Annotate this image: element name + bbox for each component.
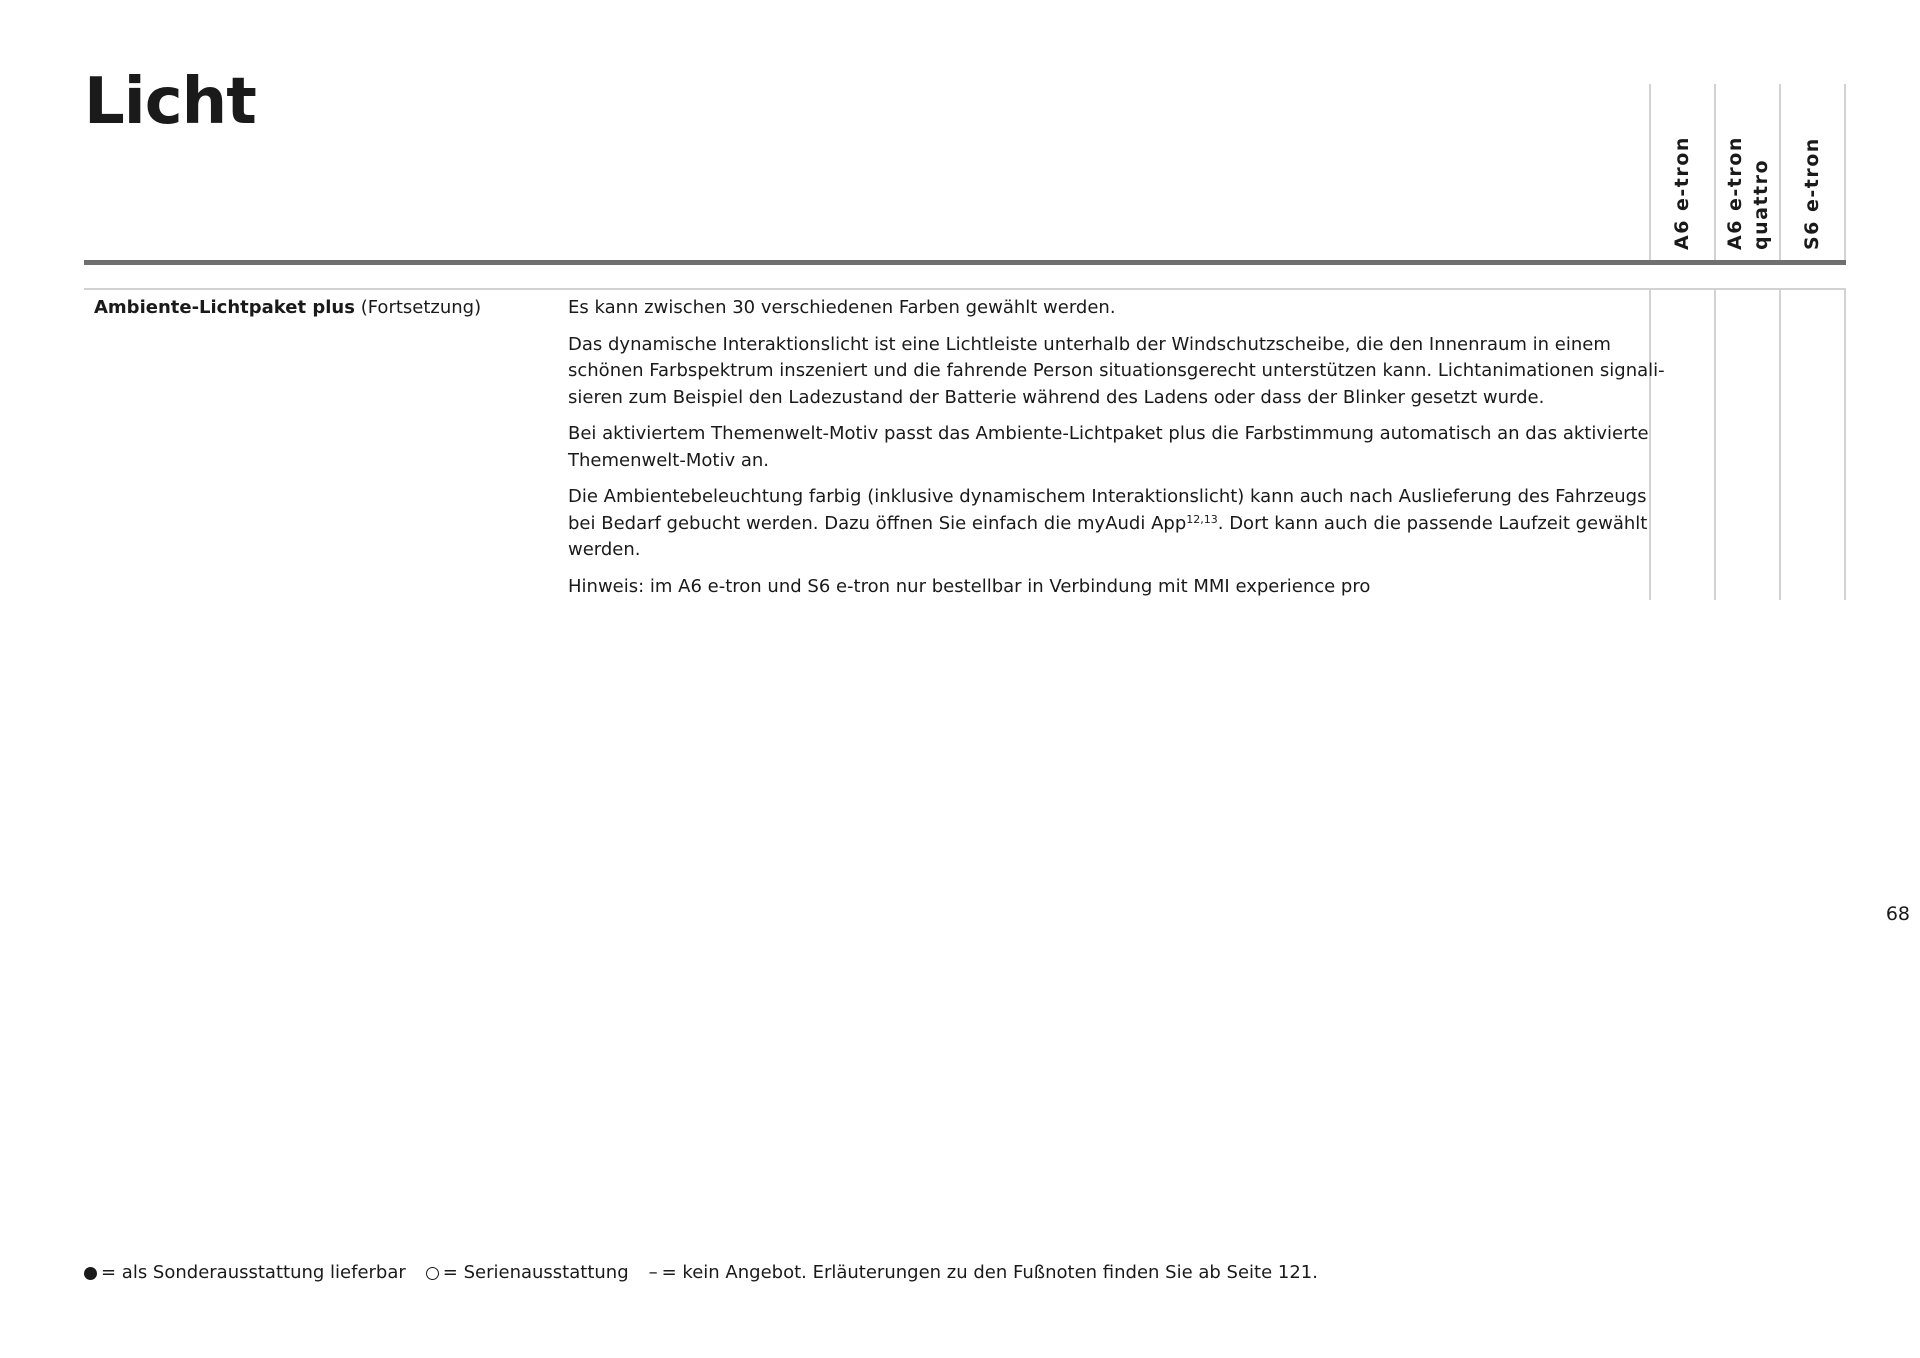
legend <box>84 1260 1338 1286</box>
feature-name-suffix: (Fortsetzung) <box>354 297 482 318</box>
column-header-line: A6 e-tron <box>1671 136 1693 250</box>
description-line: Die Ambientebeleuchtung farbig (inklusive dynamischem Interaktionslicht) kann auch nach Auslieferung des Fahrzeugs <box>568 486 1647 507</box>
description-line: . Dort kann auch die passende Laufzeit gewählt <box>1217 512 1648 534</box>
legend-label: = als Sonderausstattung lieferbar <box>101 1262 406 1283</box>
description-line: werden. <box>568 539 641 560</box>
description-line: bei Bedarf gebucht werden. Dazu öffnen Sie einfach die myAudi App <box>568 512 1187 534</box>
row-column-separator <box>1779 288 1781 600</box>
column-separator <box>1649 84 1651 262</box>
column-header-line: quattro <box>1750 158 1772 250</box>
feature-name-bold: Ambiente-Lichtpaket plus <box>94 297 355 318</box>
feature-description <box>568 295 1665 610</box>
description-line: schönen Farbspektrum inszeniert und die fahrende Person situationsgerecht unterstützen kann. Lichtanimationen signali- <box>568 360 1665 381</box>
column-header-line: S6 e-tron <box>1801 137 1823 250</box>
description-line: Bei aktiviertem Themenwelt-Motiv passt das Ambiente-Lichtpaket plus die Farbstimmung automatisch an das aktivierte <box>568 423 1649 444</box>
dash-icon: – <box>648 1262 658 1283</box>
legend-label: = Serienausstattung <box>442 1262 629 1283</box>
description-line: sieren zum Beispiel den Ladezustand der Batterie während des Ladens oder dass der Blinker gesetzt wurde. <box>568 386 1545 408</box>
legend-label: = kein Angebot. Erläuterungen zu den Fußnoten finden Sie ab Seite 121. <box>661 1262 1318 1283</box>
description-line: Hinweis: im A6 e-tron und S6 e-tron nur bestellbar in Verbindung mit MMI experience pro <box>568 575 1371 597</box>
page-number: 68 <box>1885 903 1910 925</box>
feature-name <box>94 295 481 321</box>
column-header-line: A6 e-tron <box>1724 136 1746 250</box>
description-paragraph <box>568 421 1649 474</box>
description-line: Themenwelt-Motiv an. <box>568 449 769 471</box>
description-paragraph <box>568 295 1638 322</box>
legend-item-not-offered <box>649 1260 1318 1286</box>
header-rule <box>84 260 1846 265</box>
description-paragraph <box>568 332 1665 412</box>
row-column-separator <box>1649 288 1651 600</box>
filled-circle-icon <box>84 1267 97 1280</box>
description-line: Das dynamische Interaktionslicht ist eine Lichtleiste unterhalb der Windschutzscheibe, die den Innenraum in einem <box>568 333 1611 355</box>
legend-item-optional <box>84 1260 406 1286</box>
row-top-rule <box>84 288 1846 290</box>
description-paragraph <box>568 484 1648 564</box>
description-line: Es kann zwischen 30 verschiedenen Farben gewählt werden. <box>568 297 1116 318</box>
column-separator <box>1714 84 1716 262</box>
column-separator <box>1844 84 1846 262</box>
open-circle-icon <box>426 1267 439 1280</box>
footnote-ref: 12,13 <box>1186 512 1218 526</box>
column-separator <box>1779 84 1781 262</box>
row-column-separator <box>1714 288 1716 600</box>
legend-item-standard <box>426 1260 629 1286</box>
row-column-separator <box>1844 288 1846 600</box>
page-title: Licht <box>84 65 256 139</box>
description-paragraph <box>568 574 1638 601</box>
